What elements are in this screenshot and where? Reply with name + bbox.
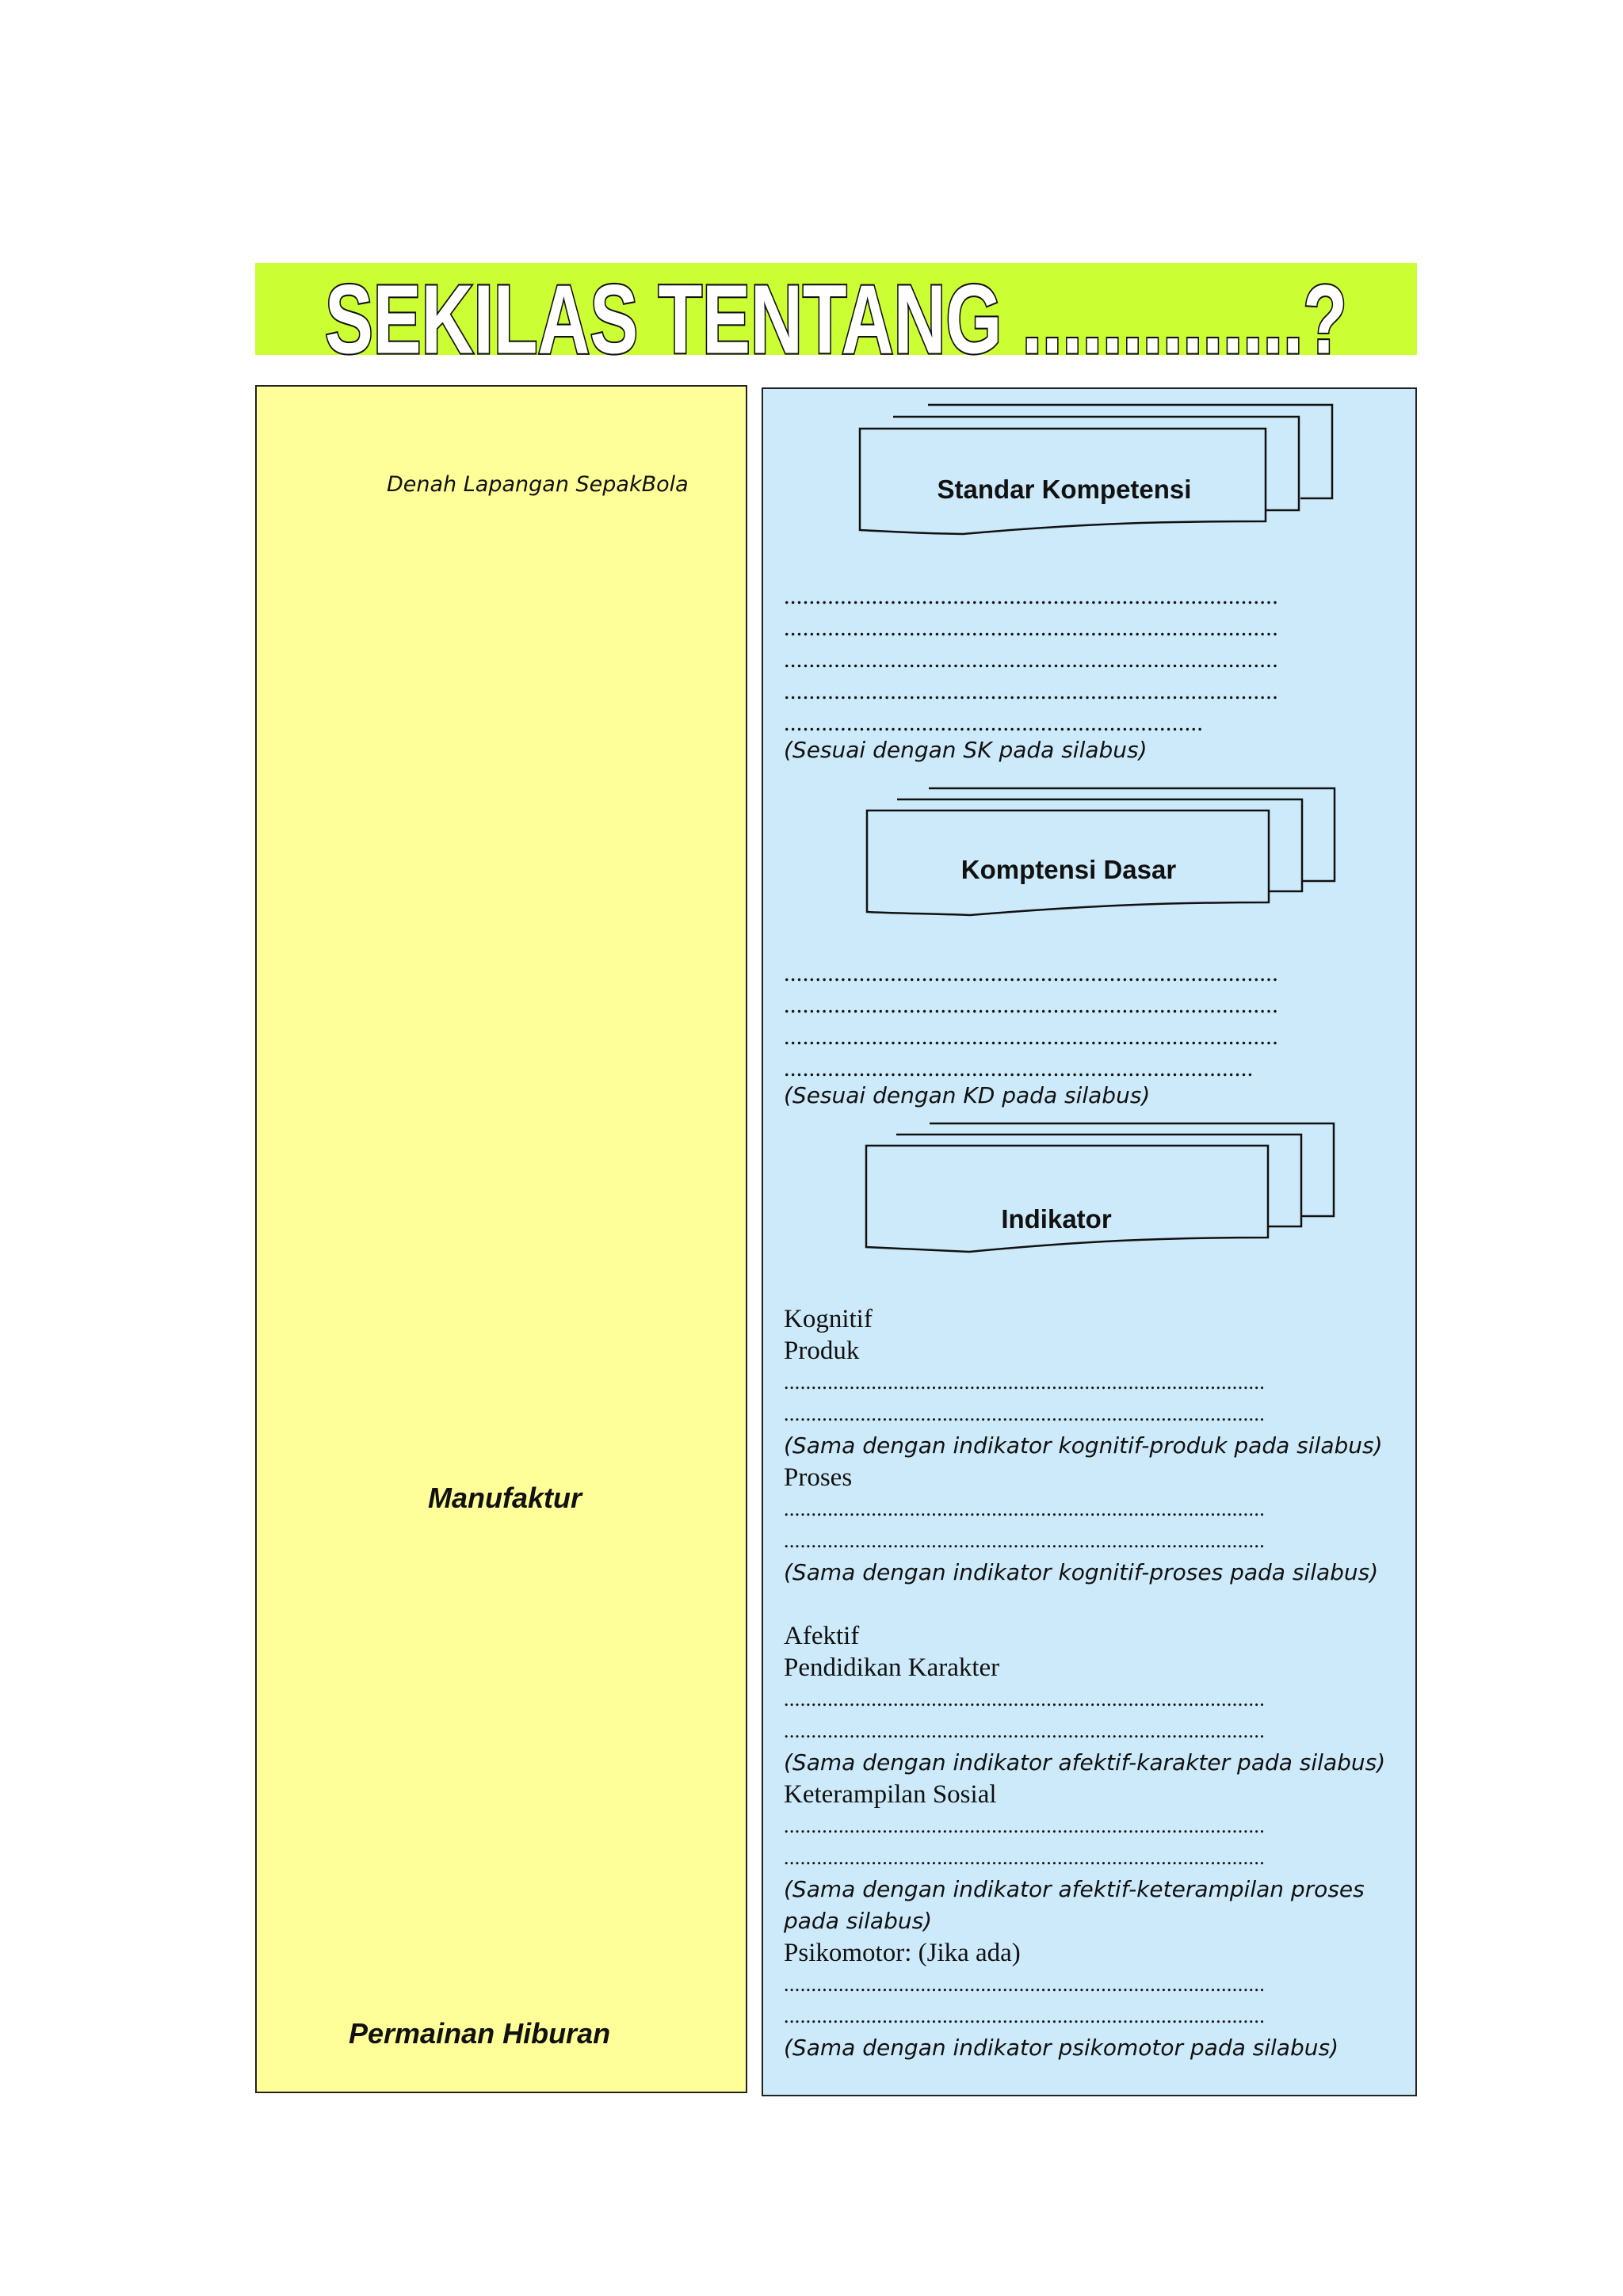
produk-line: ........................................................................................ bbox=[784, 1371, 1266, 1394]
psikomotor-note: (Sama dengan indikator psikomotor pada silabus) bbox=[784, 2035, 1338, 2061]
right-panel bbox=[762, 387, 1417, 2096]
kognitif-label: Kognitif bbox=[784, 1305, 873, 1333]
sk-heading: Standar Kompetensi bbox=[937, 475, 1192, 504]
sosial-line: ........................................................................................ bbox=[784, 1814, 1266, 1837]
page-title: SEKILAS TENTANG ..............? bbox=[325, 263, 1347, 375]
sosial-line: ........................................................................................ bbox=[784, 1846, 1266, 1869]
sk-line: ............................................................................... bbox=[784, 646, 1279, 673]
psikomotor-line: ........................................................................................ bbox=[784, 2004, 1266, 2027]
proses-line: ........................................................................................ bbox=[784, 1497, 1266, 1520]
sk-line: ............................................................................... bbox=[784, 678, 1279, 704]
psikomotor-line: ........................................................................................ bbox=[784, 1973, 1266, 1996]
proses-line: ........................................................................................ bbox=[784, 1529, 1266, 1552]
produk-line: ........................................................................................ bbox=[784, 1402, 1266, 1425]
kd-line: ............................................................................... bbox=[784, 960, 1279, 986]
sk-line: ............................................................................... bbox=[784, 583, 1279, 609]
karakter-line: ........................................................................................ bbox=[784, 1719, 1266, 1742]
kd-line: ............................................................................... bbox=[784, 1024, 1279, 1050]
afektif-label: Afektif bbox=[784, 1622, 860, 1650]
produk-note: (Sama dengan indikator kognitif-produk pada silabus) bbox=[784, 1432, 1383, 1459]
kd-note: (Sesuai dengan KD pada silabus) bbox=[784, 1082, 1151, 1108]
sosial-note: (Sama dengan indikator afektif-keterampilan proses bbox=[784, 1876, 1365, 1902]
sk-note: (Sesuai dengan SK pada silabus) bbox=[784, 737, 1148, 763]
label-permainan-hiburan: Permainan Hiburan bbox=[349, 2017, 611, 2050]
psikomotor-label: Psikomotor: (Jika ada) bbox=[784, 1939, 1021, 1967]
stacked-document-icon bbox=[857, 405, 1332, 540]
left-panel bbox=[255, 385, 747, 2093]
kd-heading-box bbox=[865, 788, 1341, 923]
indikator-heading: Indikator bbox=[1001, 1204, 1112, 1234]
map-caption: Denah Lapangan SepakBola bbox=[387, 472, 689, 497]
sosial-label: Keterampilan Sosial bbox=[784, 1780, 997, 1809]
kd-line: ............................................................................... bbox=[784, 992, 1279, 1018]
sk-line: ................................................................... bbox=[784, 710, 1204, 736]
karakter-line: ........................................................................................ bbox=[784, 1688, 1266, 1711]
produk-label: Produk bbox=[784, 1337, 860, 1365]
proses-note: (Sama dengan indikator kognitif-proses pada silabus) bbox=[784, 1559, 1379, 1585]
kd-heading: Komptensi Dasar bbox=[960, 855, 1177, 884]
sk-line: ............................................................................... bbox=[784, 615, 1279, 641]
label-manufaktur: Manufaktur bbox=[428, 1482, 582, 1514]
sosial-note-cont: pada silabus) bbox=[784, 1908, 933, 1934]
indikator-heading-box bbox=[865, 1123, 1340, 1258]
karakter-note: (Sama dengan indikator afektif-karakter pada silabus) bbox=[784, 1749, 1386, 1775]
stacked-document-icon bbox=[865, 1123, 1340, 1258]
sk-heading-box bbox=[857, 405, 1332, 540]
title-svg bbox=[255, 263, 1417, 375]
karakter-label: Pendidikan Karakter bbox=[784, 1653, 1000, 1682]
proses-label: Proses bbox=[784, 1463, 853, 1492]
kd-line: ........................................................................... bbox=[784, 1055, 1254, 1081]
title-banner bbox=[255, 263, 1417, 375]
